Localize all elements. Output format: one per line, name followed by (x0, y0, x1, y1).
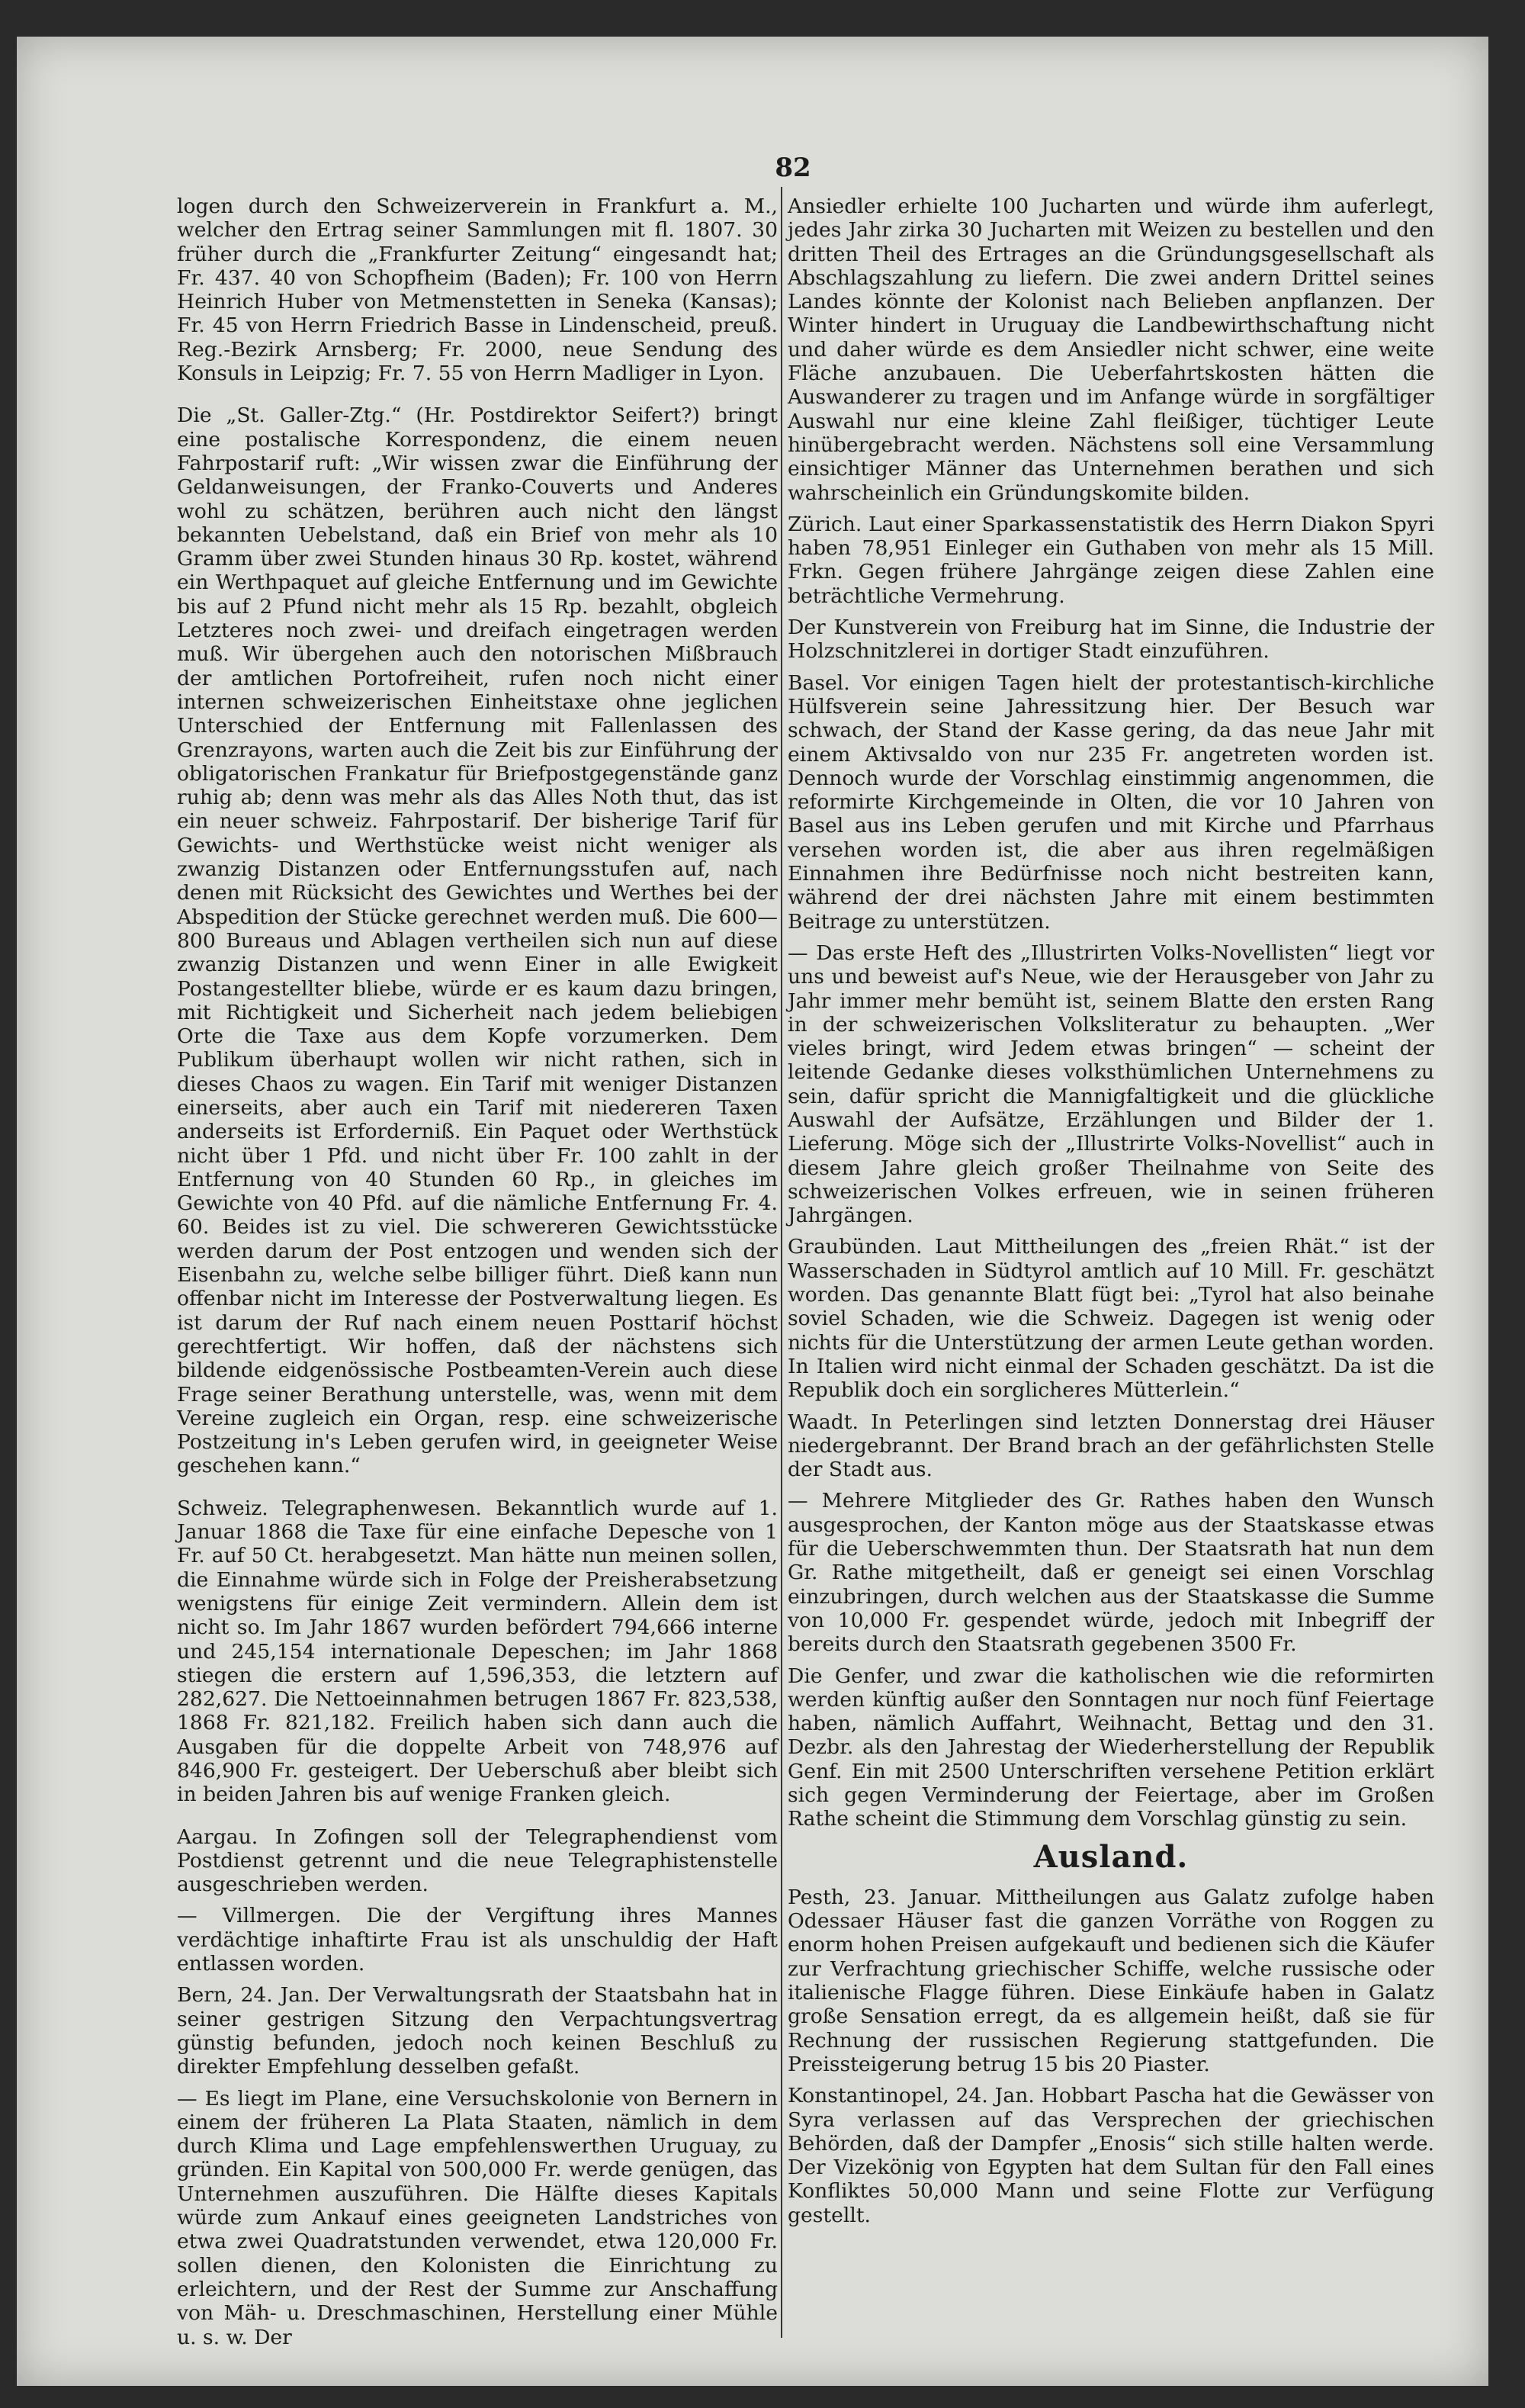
article-paragraph: Basel. Vor einigen Tagen hielt der protestantisch-kirchliche Hülfsverein seine Jahressitzung hier. Der Besuch war schwach, der Stand der Kasse gering, da das neue Jahr mit einem Aktivsaldo von nur 235 Fr. angetreten worden ist. Dennoch wurde der Vorschlag einstimmig angenommen, die reformirte Kirchgemeinde in Olten, die vor 10 Jahren von Basel aus ins Leben gerufen und mit Kirche und Pfarrhaus versehen worden ist, die aber aus ihren regelmäßigen Einnahmen ihre Bedürfnisse noch nicht bestreiten kann, während der drei nächsten Jahre mit einem bestimmten Beitrage zu unterstützen. (788, 670, 1434, 934)
article-paragraph: Waadt. In Peterlingen sind letzten Donnerstag drei Häuser niedergebrannt. Der Brand brach an der gefährlichsten Stelle der Stadt aus. (788, 1410, 1434, 1482)
article-paragraph: Konstantinopel, 24. Jan. Hobbart Pascha hat die Gewässer von Syra verlassen auf das Versprechen der griechischen Behörden, daß der Dampfer „Enosis“ sich stille halten werde. Der Vizekönig von Egypten hat dem Sultan für den Fall eines Konfliktes 50,000 Mann und seine Flotte zur Verfügung gestellt. (788, 2084, 1434, 2227)
article-paragraph: Schweiz. Telegraphenwesen. Bekanntlich wurde auf 1. Januar 1868 die Taxe für eine einfache Depesche von 1 Fr. auf 50 Ct. herabgesetzt. Man hätte nun meinen sollen, die Einnahme würde sich in Folge der Preisherabsetzung wenigstens für einige Zeit vermindern. Allein dem ist nicht so. Im Jahr 1867 wurden befördert 794,666 interne und 245,154 internationale Depeschen; im Jahr 1868 stiegen die erstern auf 1,596,353, die letztern auf 282,627. Die Nettoeinnahmen betrugen 1867 Fr. 823,538, 1868 Fr. 821,182. Freilich haben sich dann auch die Ausgaben für die doppelte Arbeit von 748,976 auf 846,900 Fr. gesteigert. Der Ueberschuß aber bleibt sich in beiden Jahren bis auf wenige Franken gleich. (177, 1496, 778, 1807)
article-paragraph: Pesth, 23. Januar. Mittheilungen aus Galatz zufolge haben Odessaer Häuser fast die ganzen Vorräthe von Roggen zu enorm hohen Preisen aufgekauft und bedienen sich die Käufer zur Verfrachtung griechischer Schiffe, welche russische oder italienische Flagge führen. Diese Einkäufe haben in Galatz große Sensation erregt, da es allgemein heißt, daß sie für Rechnung der russischen Regierung stattgefunden. Die Preissteigerung betrug 15 bis 20 Piaster. (788, 1885, 1434, 2076)
paragraph-separator (177, 1486, 778, 1497)
article-paragraph: logen durch den Schweizerverein in Frankfurt a. M., welcher den Ertrag seiner Sammlungen mit fl. 1807. 30 früher durch die „Frankfurter Zeitung“ eingesandt hat; Fr. 437. 40 von Schopfheim (Baden); Fr. 100 von Herrn Heinrich Huber von Metmenstetten in Seneka (Kansas); Fr. 45 von Herrn Friedrich Basse in Lindenscheid, preuß. Reg.-Bezirk Arnsberg; Fr. 2000, neue Sendung des Konsuls in Leipzig; Fr. 7. 55 von Herrn Madliger in Lyon. (177, 195, 778, 386)
right-column (788, 195, 1434, 2235)
page-number: 82 (775, 153, 811, 183)
article-paragraph: Die Genfer, und zwar die katholischen wie die reformirten werden künftig außer den Sonntagen nur noch fünf Feiertage haben, nämlich Auffahrt, Weihnacht, Bettag und den 31. Dezbr. als den Jahrestag der Wiederherstellung der Republik Genf. Ein mit 2500 Unterschriften versehene Petition erklärt sich gegen Verminderung der Feiertage, aber im Großen Rathe scheint die Stimmung dem Vorschlag günstig zu sein. (788, 1664, 1434, 1831)
article-paragraph: — Das erste Heft des „Illustrirten Volks-Novellisten“ liegt vor uns und beweist auf's Neue, wie der Herausgeber von Jahr zu Jahr immer mehr bemüht ist, seinem Blatte den ersten Rang in der schweizerischen Volksliteratur zu behaupten. „Wer vieles bringt, wird Jedem etwas bringen“ — scheint der leitende Gedanke dieses volksthümlichen Unternehmens zu sein, dafür spricht die Mannigfaltigkeit und die glückliche Auswahl der Aufsätze, Erzählungen und Bilder der 1. Lieferung. Möge sich der „Illustrirte Volks-Novellist“ auch in diesem Jahre gleich großer Theilnahme von Seite des schweizerischen Volkes erfreuen, wie in seinen früheren Jahrgängen. (788, 940, 1434, 1228)
article-paragraph: Zürich. Laut einer Sparkassenstatistik des Herrn Diakon Spyri haben 78,951 Einleger ein Guthaben von mehr als 15 Mill. Frkn. Gegen frühere Jahrgänge zeigen diese Zahlen eine beträchtliche Vermehrung. (788, 512, 1434, 608)
column-divider (781, 187, 782, 2338)
article-paragraph: Der Kunstverein von Freiburg hat im Sinne, die Industrie der Holzschnitzlerei in dortiger Stadt einzuführen. (788, 616, 1434, 664)
section-heading: Ausland. (1033, 1838, 1189, 1875)
article-paragraph: Die „St. Galler-Ztg.“ (Hr. Postdirektor Seifert?) bringt eine postalische Korrespondenz, die einem neuen Fahrpostarif ruft: „Wir wissen zwar die Einführung der Geldanweisungen, der Franko-Couverts und Anderes wohl zu schätzen, berühren auch nicht den längst bekannten Uebelstand, daß ein Brief von mehr als 10 Gramm über zwei Stunden hinaus 30 Rp. kostet, während ein Werthpaquet auf gleiche Entfernung und im Gewichte bis auf 2 Pfund nicht mehr als 15 Rp. bezahlt, obgleich Letzteres noch zwei- und dreifach eingetragen werden muß. Wir übergehen auch den notorischen Mißbrauch der amtlichen Portofreiheit, rufen noch nicht einer internen schweizerischen Einheitstaxe ohne jeglichen Unterschied der Entfernung mit Fallenlassen des Grenzrayons, warten auch die Zeit bis zur Einführung der obligatorischen Frankatur für Briefpostgegenstände ganz ruhig ab; denn was mehr als das Alles Noth thut, das ist ein neuer schweiz. Fahrpostarif. Der bisherige Tarif für Gewichts- und Werthstücke weist nicht weniger als zwanzig Distanzen oder Entfernungsstufen auf, nach denen mit Rücksicht des Gewichtes und Werthes bei der Abspedition der Stücke gerechnet werden muß. Die 600—800 Bureaus und Ablagen vertheilen sich nun auf diese zwanzig Distanzen und wenn Einer in alle Ewigkeit Postangestellter bliebe, würde er es kaum dazu bringen, mit Richtigkeit und Sicherheit nach jedem beliebigen Orte die Taxe aus dem Kopfe vorzumerken. Dem Publikum überhaupt wollen wir nicht rathen, sich in dieses Chaos zu wagen. Ein Tarif mit weniger Distanzen einerseits, aber auch ein Tarif mit niedereren Taxen anderseits ist Erforderniß. Ein Paquet oder Werthstück nicht über 1 Pfd. und nicht über Fr. 100 zahlt in der Entfernung von 40 Stunden 60 Rp., in gleiches im Gewichte von 40 Pfd. auf die nämliche Entfernung Fr. 4. 60. Beides ist zu viel. Die schwereren Gewichtsstücke werden darum der Post entzogen und wenden sich der Eisenbahn zu, welche selbe billiger führt. Dieß kann nun offenbar nicht im Interesse der Postverwaltung liegen. Es ist darum der Ruf nach einem neuen Posttarif höchst gerechtfertigt. Wir hoffen, daß der nächstens sich bildende eidgenössische Postbeamten-Verein auch diese Frage seiner Berathung unterstelle, was, wenn mit dem Vereine zugleich ein Organ, resp. eine schweizerische Postzeitung in's Leben gerufen wird, in geeigneter Weise geschehen kann.“ (177, 403, 778, 1478)
article-paragraph: — Villmergen. Die der Vergiftung ihres Mannes verdächtige inhaftirte Frau ist als unschuldig der Haft entlassen worden. (177, 1904, 778, 1976)
paragraph-separator (177, 393, 778, 403)
article-paragraph: — Es liegt im Plane, eine Versuchskolonie von Bernern in einem der früheren La Plata Staaten, nämlich in dem durch Klima und Lage empfehlenswerthen Uruguay, zu gründen. Ein Kapital von 500,000 Fr. werde genügen, das Unternehmen auszuführen. Die Hälfte dieses Kapitals würde zum Ankauf eines geeigneten Landstriches von etwa zwei Quadratstunden verwendet, etwa 120,000 Fr. sollen dienen, den Kolonisten die Einrichtung zu erleichtern, und der Rest der Summe zur Anschaffung von Mäh- u. Dreschmaschinen, Herstellung einer Mühle u. s. w. Der (177, 2086, 778, 2349)
article-paragraph: — Mehrere Mitglieder des Gr. Rathes haben den Wunsch ausgesprochen, der Kanton möge aus der Staatskasse etwas für die Ueberschwemmten thun. Der Staatsrath hat nun dem Gr. Rathe mitgetheilt, daß er geneigt sei einen Vorschlag einzubringen, durch welchen aus der Staatskasse die Summe von 10,000 Fr. gespendet würde, jedoch mit Inbegriff der bereits durch den Staatsrath gegebenen 3500 Fr. (788, 1489, 1434, 1657)
article-paragraph: Graubünden. Laut Mittheilungen des „freien Rhät.“ ist der Wasserschaden in Südtyrol amtlich auf 10 Mill. Fr. geschätzt worden. Das genannte Blatt fügt bei: „Tyrol hat also beinahe soviel Schaden, wie die Schweiz. Dagegen ist wenig oder nichts für die Unterstützung der armen Leute gethan worden. In Italien wird nicht einmal der Schaden geschätzt. Da ist die Republik doch ein sorglicheres Mütterlein.“ (788, 1235, 1434, 1403)
article-paragraph: Bern, 24. Jan. Der Verwaltungsrath der Staatsbahn hat in seiner gestrigen Sitzung den Verpachtungsvertrag günstig befunden, jedoch noch keinen Beschluß zu direkter Empfehlung desselben gefaßt. (177, 1983, 778, 2079)
left-column (177, 195, 778, 2357)
paragraph-separator (177, 1815, 778, 1825)
article-paragraph: Ansiedler erhielte 100 Jucharten und würde ihm auferlegt, jedes Jahr zirka 30 Jucharten mit Weizen zu bestellen und den dritten Theil des Ertrages an die Gründungsgesellschaft als Abschlagszahlung zu liefern. Die zwei andern Drittel seines Landes könnte der Kolonist nach Belieben anpflanzen. Der Winter hindert in Uruguay die Landbewirthschaftung nicht und daher würde es dem Ansiedler nicht schwer, eine weite Fläche anzubauen. Die Ueberfahrtskosten hätten die Auswanderer zu tragen und im Anfange würde in sorgfältiger Auswahl nur eine kleine Zahl fleißiger, tüchtiger Leute hinübergebracht werden. Nächstens soll eine Versammlung einsichtiger Männer das Unternehmen berathen und sich wahrscheinlich ein Gründungskomite bilden. (788, 195, 1434, 505)
article-paragraph: Aargau. In Zofingen soll der Telegraphendienst vom Postdienst getrennt und die neue Telegraphistenstelle ausgeschrieben werden. (177, 1824, 778, 1897)
